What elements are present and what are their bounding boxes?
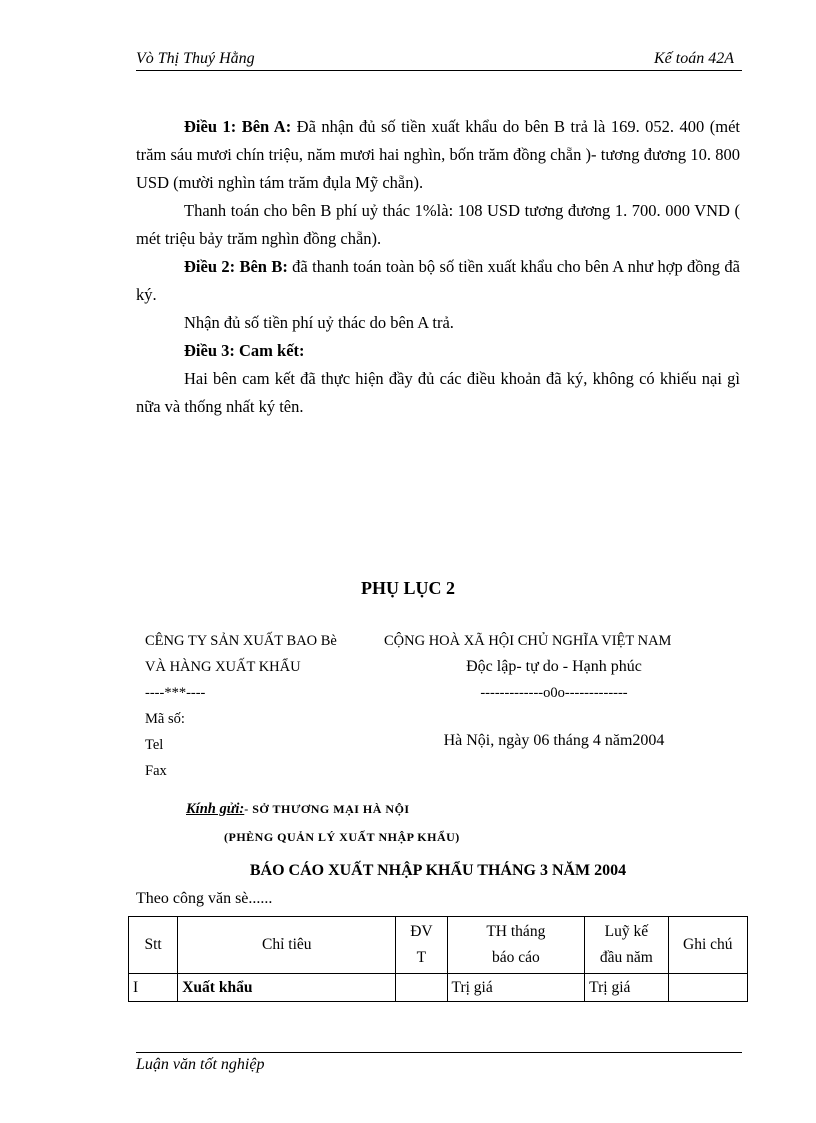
- article-1-label: Điều 1: Bên A:: [184, 117, 292, 136]
- company-name-line-2: VÀ HÀNG XUẤT KHẨU: [145, 659, 301, 675]
- article-2-label: Điều 2: Bên B:: [184, 257, 288, 276]
- company-name-line-1: CÊNG TY SẢN XUẤT BAO Bè: [145, 633, 337, 649]
- cell-indicator: Xuất khẩu: [178, 974, 396, 1002]
- header-cumulative-line-2: đầu năm: [599, 949, 653, 966]
- reference-line: Theo công văn sè......: [136, 890, 273, 907]
- document-date: Hà Nội, ngày 06 tháng 4 năm2004: [443, 732, 665, 749]
- header-unit: [396, 917, 447, 974]
- national-motto-block: [384, 628, 724, 706]
- cell-stt: I: [129, 974, 178, 1002]
- recipient-label: Kính gửi:: [186, 801, 245, 817]
- cell-cumulative-value: Trị giá: [585, 974, 668, 1002]
- header-unit-line-2: T: [416, 949, 427, 966]
- table-header-row: [129, 917, 748, 974]
- header-month-line-1: TH tháng: [486, 923, 546, 940]
- header-month-report: [447, 917, 585, 974]
- company-separator: ----***----: [145, 685, 206, 701]
- report-title: BÁO CÁO XUẤT NHẬP KHẨU THÁNG 3 NĂM 2004: [249, 862, 627, 879]
- article-1-text: Đã nhận đủ số tiền xuất khẩu do bên B trả là 169. 052. 400 (mét trăm sáu mươi chín triệu, năm mươi hai nghìn, bốn trăm đồng chẵn )- tương đương 10. 800 USD (mười nghìn tám trăm đụla Mỹ chẵn).: [136, 117, 740, 192]
- header-month-line-2: báo cáo: [491, 949, 540, 966]
- header-indicator: Chỉ tiêu: [178, 917, 396, 974]
- cell-unit: [396, 974, 447, 1002]
- cell-note: [668, 974, 747, 1002]
- commitment-paragraph: Hai bên cam kết đã thực hiện đầy đủ các điều khoản đã ký, không có khiếu nại gì nữa và thống nhất ký tên.: [136, 369, 740, 416]
- article-3-paragraph: [136, 337, 740, 365]
- header-divider: [136, 70, 742, 71]
- contract-body: [136, 113, 740, 421]
- nation-name: CỘNG HOÀ XÃ HỘI CHỦ NGHĨA VIỆT NAM: [384, 633, 672, 649]
- article-2-paragraph: [136, 253, 740, 309]
- article-2-text: đã thanh toán toàn bộ số tiền xuất khẩu cho bên A như hợp đồng đã ký.: [136, 257, 740, 304]
- company-block: [145, 628, 337, 784]
- recipient-value: - SỞ THƯƠNG MẠI HÀ NỘI: [244, 802, 410, 816]
- header-stt: Stt: [129, 917, 178, 974]
- company-fax-label: Fax: [145, 763, 167, 779]
- report-table: [128, 916, 748, 1002]
- table-row: [129, 974, 748, 1002]
- page-header: [136, 50, 740, 70]
- nation-motto: Độc lập- tự do - Hạnh phúc: [466, 658, 642, 675]
- fee-paragraph: Nhận đủ số tiền phí uỷ thác do bên A trả.: [184, 313, 454, 332]
- company-code-label: Mã số:: [145, 711, 185, 727]
- company-tel-label: Tel: [145, 737, 164, 753]
- nation-separator: -------------o0o-------------: [480, 685, 628, 701]
- header-cumulative: [585, 917, 668, 974]
- recipient-line: [186, 795, 460, 823]
- article-1-paragraph: [136, 113, 740, 197]
- header-unit-line-1: ĐV: [410, 923, 433, 940]
- header-note: Ghi chú: [668, 917, 747, 974]
- recipient-block: [186, 795, 460, 851]
- cell-month-value: Trị giá: [447, 974, 585, 1002]
- footer-divider: [136, 1052, 742, 1053]
- header-cumulative-line-1: Luỹ kế: [604, 923, 649, 940]
- appendix-title: PHỤ LỤC 2: [361, 578, 455, 598]
- header-class: Kế toán 42A: [654, 50, 734, 67]
- page-footer: Luận văn tốt nghiệp: [136, 1056, 265, 1073]
- article-3-label: Điều 3: Cam kết:: [184, 341, 305, 360]
- header-author: Vò Thị Thuý Hằng: [136, 50, 255, 67]
- recipient-department: (PHÈNG QUẢN LÝ XUẤT NHẬP KHẨU): [224, 830, 460, 844]
- payment-paragraph: Thanh toán cho bên B phí uỷ thác 1%là: 108 USD tương đương 1. 700. 000 VND ( mét triệu bảy trăm nghìn đồng chẵn).: [136, 201, 740, 248]
